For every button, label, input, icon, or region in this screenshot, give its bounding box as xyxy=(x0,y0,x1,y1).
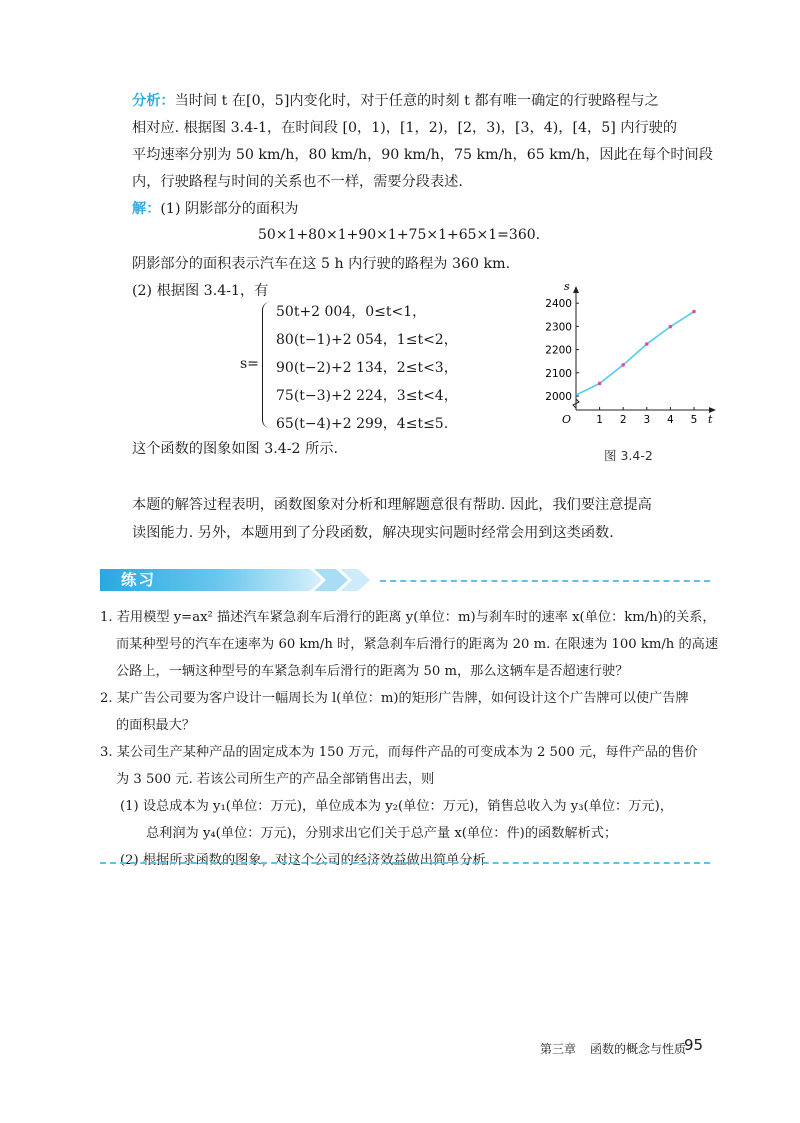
solution-part1-conclusion: 阴影部分的面积表示汽车在这 5 h 内行驶的路程为 360 km. xyxy=(132,256,511,272)
figure-caption: 图 3.4-2 xyxy=(604,448,653,463)
y-tick-label: 2300 xyxy=(545,321,572,334)
x-tick-label: 3 xyxy=(643,414,651,426)
question-1-line-3: 公路上，一辆这种型号的车紧急刹车后滑行的距离为 50 m，那么这辆车是否超速行驶？ xyxy=(116,664,629,679)
analysis-label: 分析： xyxy=(132,93,175,109)
solution-label: 解： xyxy=(132,201,161,217)
area-formula: 50×1+80×1+90×1+75×1+65×1=360. xyxy=(258,227,541,243)
data-point xyxy=(645,342,649,346)
x-tick-label: 1 xyxy=(596,414,603,426)
x-tick-label: 5 xyxy=(690,414,698,426)
solution-part1-intro: 解：(1) 阴影部分的面积为 xyxy=(132,201,299,217)
piece-2: 80(t−1)+2 054，1≤t<2， xyxy=(276,332,458,348)
piece-3: 90(t−2)+2 134，2≤t<3， xyxy=(276,360,458,376)
question-3-line-1: 3. 某公司生产某种产品的固定成本为 150 万元，而每件产品的可变成本为 2 500 元，每件产品的售价 xyxy=(100,745,698,760)
y-axis-arrow xyxy=(573,286,579,293)
y-tick-label: 2400 xyxy=(545,298,572,311)
question-3-sub2: (2) 根据所求函数的图象，对这个公司的经济效益做出简单分析. xyxy=(120,853,490,868)
practice-divider-bottom xyxy=(100,862,710,864)
y-tick-label: 2000 xyxy=(545,391,572,403)
summary-line-2: 读图能力. 另外，本题用到了分段函数，解决现实问题时经常会用到这类函数. xyxy=(132,525,614,541)
piece-1: 50t+2 004，0≤t<1， xyxy=(276,304,427,320)
x-tick-label: 4 xyxy=(667,414,674,426)
piecewise-brace xyxy=(262,302,275,428)
analysis-line-4: 内，行驶路程与时间的关系也不一样，需要分段表述. xyxy=(132,174,463,190)
x-tick-label: 2 xyxy=(619,414,627,426)
solution-part2-intro: (2) 根据图 3.4-1，有 xyxy=(132,283,269,299)
distance-time-chart xyxy=(530,280,720,430)
origin-label: O xyxy=(562,413,572,426)
analysis-line-1: 分析：当时间 t 在[0，5]内变化时，对于任意的时刻 t 都有唯一确定的行驶路程与之 xyxy=(132,93,659,109)
practice-title: 练习 xyxy=(121,571,157,589)
y-axis-label: s xyxy=(564,280,570,293)
series-line xyxy=(576,312,694,396)
question-1-line-2: 而某种型号的汽车在速率为 60 km/h 时，紧急刹车后滑行的距离为 20 m. 在限速为 100 km/h 的高速 xyxy=(116,637,719,652)
piece-5: 65(t−4)+2 299，4≤t≤5. xyxy=(276,416,449,432)
footer-title: 函数的概念与性质 xyxy=(590,1042,687,1056)
page-number: 95 xyxy=(684,1036,704,1054)
question-3-sub1-line-1: (1) 设总成本为 y₁(单位：万元)，单位成本为 y₂(单位：万元)，销售总收入为 y₃(单位：万元)， xyxy=(120,799,673,814)
y-tick-label: 2100 xyxy=(545,367,572,380)
analysis-line-2: 相对应. 根据图 3.4-1，在时间段 [0，1)，[1，2)，[2，3)，[3，4)，[4，5] 内行驶的 xyxy=(132,120,678,136)
question-2-line-1: 2. 某广告公司要为客户设计一幅周长为 l(单位：m)的矩形广告牌，如何设计这个广告牌可以使广告牌 xyxy=(100,691,689,706)
question-1-line-1: 1. 若用模型 y=ax² 描述汽车紧急刹车后滑行的距离 y(单位：m)与刹车时的速率 x(单位：km/h)的关系， xyxy=(100,610,716,625)
y-tick-label: 2200 xyxy=(545,344,572,357)
x-axis-label: t xyxy=(708,413,713,426)
footer-chapter: 第三章 xyxy=(540,1042,577,1056)
data-point xyxy=(692,310,696,314)
summary-line-1: 本题的解答过程表明，函数图象对分析和理解题意很有帮助. 因此，我们要注意提高 xyxy=(132,497,652,513)
data-point xyxy=(621,363,625,367)
data-point xyxy=(669,325,673,329)
question-2-line-2: 的面积最大？ xyxy=(116,718,196,733)
data-point xyxy=(598,382,602,386)
graph-reference: 这个函数的图象如图 3.4-2 所示. xyxy=(132,441,338,457)
practice-divider-top xyxy=(380,580,710,582)
question-3-line-2: 为 3 500 元. 若该公司所生产的产品全部销售出去，则 xyxy=(116,772,435,787)
piece-4: 75(t−3)+2 224，3≤t<4， xyxy=(276,388,458,404)
s-equals: s= xyxy=(240,356,259,372)
analysis-line-3: 平均速率分别为 50 km/h，80 km/h，90 km/h，75 km/h，65 km/h，因此在每个时间段 xyxy=(132,147,713,163)
question-3-sub1-line-2: 总利润为 y₄(单位：万元)，分别求出它们关于总产量 x(单位：件)的函数解析式； xyxy=(146,826,618,841)
